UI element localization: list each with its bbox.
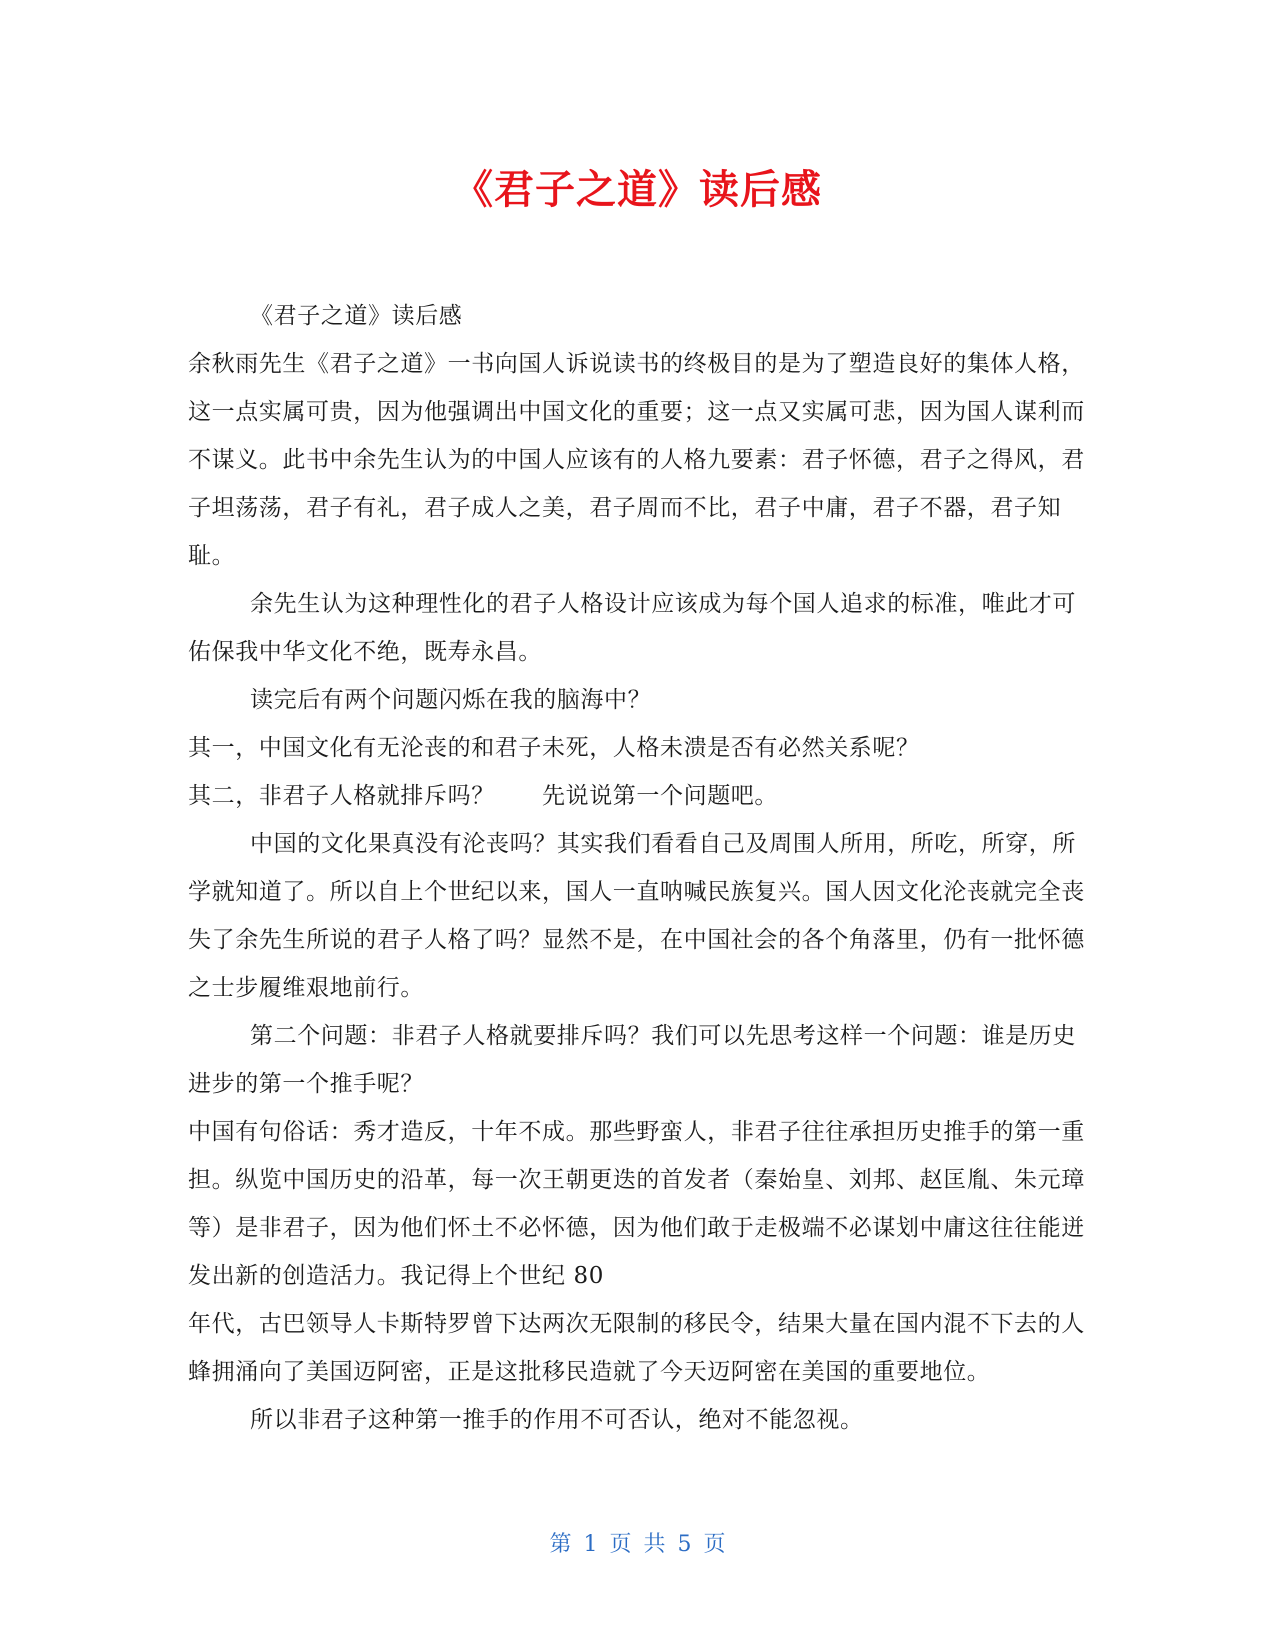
footer-total-pages: 5 bbox=[677, 1532, 692, 1557]
paragraph-culture: 中国的文化果真没有沦丧吗？其实我们看看自己及周围人所用，所吃，所穿，所学就知道了。所以自上个世纪以来，国人一直呐喊民族复兴。国人因文化沦丧就完全丧失了余先生所说的君子人格了吗？显然不是，在中国社会的各个角落里，仍有一批怀德之士步履维艰地前行。 bbox=[188, 831, 1085, 1001]
paragraph-question-one: 其一，中国文化有无沦丧的和君子未死，人格未溃是否有必然关系呢？ bbox=[188, 735, 920, 761]
footer-word-gong: 共 bbox=[643, 1532, 666, 1557]
paragraph-history: 中国有句俗话：秀才造反，十年不成。那些野蛮人，非君子往往承担历史推手的第一重担。纵览中国历史的沿革，每一次王朝更迭的首发者（秦始皇、刘邦、赵匡胤、朱元璋等）是非君子，因为他们怀土不必怀德，因为他们敢于走极端不必谋划中庸这往往能迸发出新的创造活力。我记得上个世纪 80 bbox=[188, 1119, 1085, 1289]
paragraph-cuba: 年代，古巴领导人卡斯特罗曾下达两次无限制的移民令，结果大量在国内混不下去的人蜂拥涌向了美国迈阿密，正是这批移民造就了今天迈阿密在美国的重要地位。 bbox=[188, 1311, 1085, 1385]
paragraph-second-question: 第二个问题：非君子人格就要排斥吗？我们可以先思考这样一个问题：谁是历史进步的第一个推手呢？ bbox=[188, 1023, 1076, 1097]
paragraph-questions-lead: 读完后有两个问题闪烁在我的脑海中？ bbox=[250, 687, 652, 713]
paragraph-standard: 余先生认为这种理性化的君子人格设计应该成为每个国人追求的标准，唯此才可佑保我中华文化不绝，既寿永昌。 bbox=[188, 591, 1076, 665]
footer-word-di: 第 bbox=[549, 1532, 572, 1557]
paragraph-question-two: 其二，非君子人格就排斥吗？ 先说说第一个问题吧。 bbox=[188, 783, 778, 809]
footer-current-page: 1 bbox=[583, 1532, 598, 1557]
document-body bbox=[188, 292, 1090, 1444]
document-title: 《君子之道》读后感 bbox=[453, 167, 822, 213]
paragraph-conclusion: 所以非君子这种第一推手的作用不可否认，绝对不能忽视。 bbox=[250, 1407, 864, 1433]
page-footer bbox=[0, 1530, 1275, 1560]
paragraph-intro: 余秋雨先生《君子之道》一书向国人诉说读书的终极目的是为了塑造良好的集体人格，这一点实属可贵，因为他强调出中国文化的重要；这一点又实属可悲，因为国人谋利而不谋义。此书中余先生认为的中国人应该有的人格九要素：君子怀德，君子之得风，君子坦荡荡，君子有礼，君子成人之美，君子周而不比，君子中庸，君子不器，君子知耻。 bbox=[188, 351, 1085, 569]
paragraph-heading: 《君子之道》读后感 bbox=[250, 303, 463, 329]
footer-word-ye-2: 页 bbox=[703, 1532, 726, 1557]
footer-word-ye: 页 bbox=[609, 1532, 632, 1557]
